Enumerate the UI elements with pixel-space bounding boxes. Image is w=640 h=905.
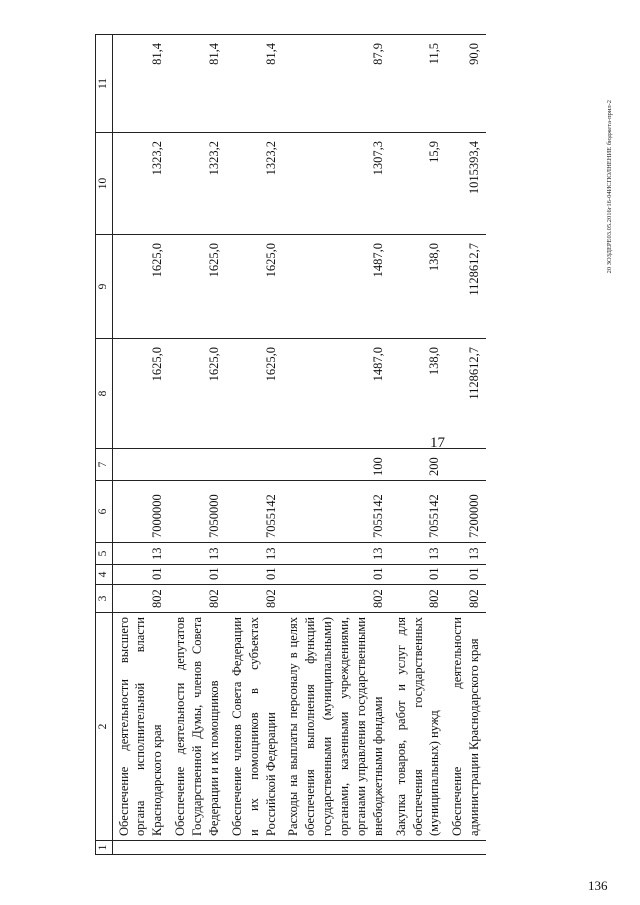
- cell-approved: 1128612,7: [446, 235, 486, 339]
- cell-section: 01: [282, 565, 389, 585]
- cell-plan: 1625,0: [169, 339, 226, 449]
- table-row: [112, 35, 169, 855]
- cell-actual: 1307,3: [282, 133, 389, 235]
- budget-table-rotated: [95, 35, 557, 855]
- cell-approved: 1625,0: [226, 235, 283, 339]
- cell-code: 802: [446, 585, 486, 613]
- col-header-6: 6: [96, 481, 113, 543]
- cell-subsection: 13: [282, 543, 389, 565]
- cell-target: 7055142: [282, 481, 389, 543]
- cell-code: 802: [169, 585, 226, 613]
- col-header-3: 3: [96, 585, 113, 613]
- cell-code: 802: [112, 585, 169, 613]
- cell-target: 7055142: [390, 481, 447, 543]
- col-header-5: 5: [96, 543, 113, 565]
- row-name: Обеспечение членов Совета Федерации и их помощников в субъектах Российской Федерации: [226, 613, 283, 841]
- cell-subsection: 13: [169, 543, 226, 565]
- page-number: 17: [430, 435, 445, 451]
- cell-code: 802: [282, 585, 389, 613]
- col-header-8: 8: [96, 339, 113, 449]
- cell-section: 01: [446, 565, 486, 585]
- row-name: Обеспечение деятельности высшего органа исполнительной власти Краснодарского края: [112, 613, 169, 841]
- cell-approved: 1487,0: [282, 235, 389, 339]
- table-row: [390, 35, 447, 855]
- cell-target: 7050000: [169, 481, 226, 543]
- cell-code: 802: [390, 585, 447, 613]
- cell-plan: 138,0: [390, 339, 447, 449]
- table-row: [446, 35, 486, 855]
- cell-type: [112, 449, 169, 481]
- col-header-9: 9: [96, 235, 113, 339]
- cell-subsection: 13: [112, 543, 169, 565]
- cell-section: 01: [226, 565, 283, 585]
- row-name: Обеспечение деятельности депутатов Государственной Думы, членов Совета Федерации и их помощников: [169, 613, 226, 841]
- row-name: Обеспечение деятельности администрации Краснодарского края: [446, 613, 486, 841]
- cell-percent: 87,9: [282, 35, 389, 133]
- cell-type: 200: [390, 449, 447, 481]
- header-row: [96, 35, 113, 855]
- cell-type: 100: [282, 449, 389, 481]
- col-header-7: 7: [96, 449, 113, 481]
- col-header-2: 2: [96, 613, 113, 841]
- cell-type: [446, 449, 486, 481]
- cell-plan: 1625,0: [226, 339, 283, 449]
- cell-plan: 1487,0: [282, 339, 389, 449]
- cell-section: 01: [390, 565, 447, 585]
- cell-type: [226, 449, 283, 481]
- cell-percent: 81,4: [112, 35, 169, 133]
- table-row: [169, 35, 226, 855]
- col-header-4: 4: [96, 565, 113, 585]
- cell-subsection: 13: [226, 543, 283, 565]
- row-name: Закупка товаров, работ и услуг для обеспечения государственных (муниципальных) нужд: [390, 613, 447, 841]
- table-row: [226, 35, 283, 855]
- cell-subsection: 13: [390, 543, 447, 565]
- cell-percent: 11,5: [390, 35, 447, 133]
- cell-approved: 1625,0: [169, 235, 226, 339]
- col-header-10: 10: [96, 133, 113, 235]
- cell-target: 7000000: [112, 481, 169, 543]
- table-row: [282, 35, 389, 855]
- budget-table: [95, 34, 486, 855]
- cell-percent: 90,0: [446, 35, 486, 133]
- cell-target: 7200000: [446, 481, 486, 543]
- sheet-number: 136: [588, 878, 608, 893]
- cell-code: 802: [226, 585, 283, 613]
- cell-actual: 1015393,4: [446, 133, 486, 235]
- cell-actual: 1323,2: [169, 133, 226, 235]
- col-header-1: 1: [96, 841, 113, 855]
- cell-section: 01: [112, 565, 169, 585]
- cell-target: 7055142: [226, 481, 283, 543]
- cell-approved: 138,0: [390, 235, 447, 339]
- cell-plan: 1128612,7: [446, 339, 486, 449]
- cell-actual: 15,9: [390, 133, 447, 235]
- col-header-11: 11: [96, 35, 113, 133]
- file-reference: 20 ЗОЗДЕРЕ03.05.2016г16-04ИСПОЛНЕНИЕ бюджета-прил-2: [606, 100, 613, 274]
- cell-actual: 1323,2: [112, 133, 169, 235]
- row-name: Расходы на выплаты персоналу в целях обеспечения выполнения функций государственными (муниципальными) органами, казенными учреждениями, органами управления государственными внебюджетными фондами: [282, 613, 389, 841]
- cell-percent: 81,4: [226, 35, 283, 133]
- cell-approved: 1625,0: [112, 235, 169, 339]
- cell-plan: 1625,0: [112, 339, 169, 449]
- cell-percent: 81,4: [169, 35, 226, 133]
- cell-subsection: 13: [446, 543, 486, 565]
- cell-actual: 1323,2: [226, 133, 283, 235]
- cell-type: [169, 449, 226, 481]
- cell-section: 01: [169, 565, 226, 585]
